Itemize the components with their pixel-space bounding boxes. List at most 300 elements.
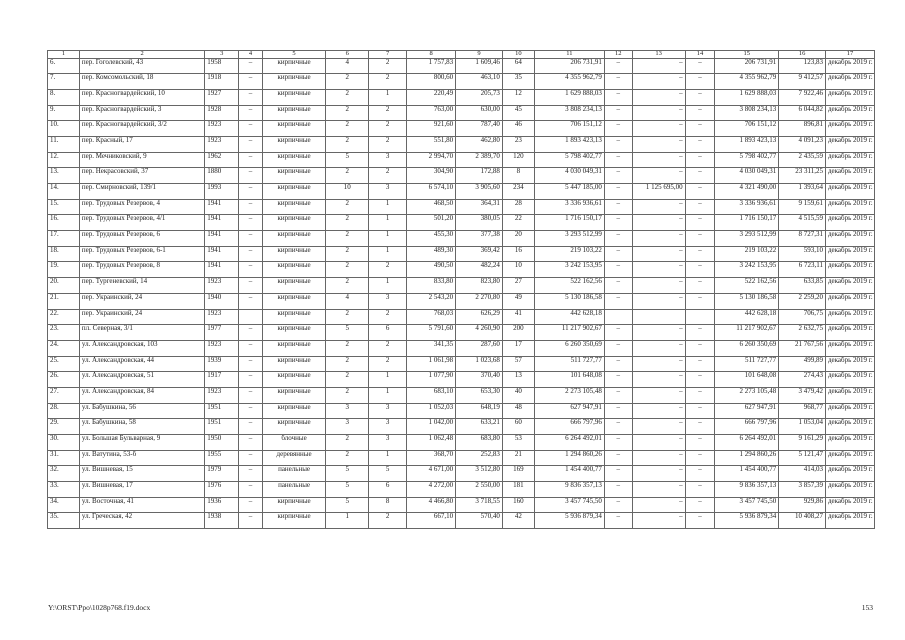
table-cell: 2 bbox=[326, 199, 369, 215]
table-cell: 205,73 bbox=[456, 89, 503, 105]
table-cell: 219 103,22 bbox=[534, 246, 604, 262]
column-header: 1 bbox=[48, 51, 80, 59]
table-cell: – bbox=[632, 450, 685, 466]
table-cell: 3 808 234,13 bbox=[534, 105, 604, 121]
table-cell: 1923 bbox=[205, 309, 239, 325]
table-cell: – bbox=[239, 435, 262, 451]
table-cell: – bbox=[239, 246, 262, 262]
table-cell: 4 030 049,31 bbox=[715, 168, 779, 184]
table-cell: 364,31 bbox=[456, 199, 503, 215]
table-cell: 511 727,77 bbox=[534, 356, 604, 372]
table-cell: 1 716 150,17 bbox=[715, 215, 779, 231]
table-cell: – bbox=[632, 403, 685, 419]
table-cell: декабрь 2019 г. bbox=[825, 356, 874, 372]
table-cell: 53 bbox=[502, 435, 534, 451]
table-cell: – bbox=[685, 513, 715, 529]
table-cell: 2 bbox=[326, 340, 369, 356]
table-cell: 522 162,56 bbox=[715, 278, 779, 294]
table-cell: декабрь 2019 г. bbox=[825, 278, 874, 294]
table-cell: 1923 bbox=[205, 136, 239, 152]
footer-file-path: Y:\ORST\Ppo\1028p768.f19.docx bbox=[48, 603, 151, 612]
table-cell: 2 bbox=[326, 278, 369, 294]
table-cell: кирпичные bbox=[262, 387, 326, 403]
table-cell: 4 272,00 bbox=[407, 482, 456, 498]
table-cell: блочные bbox=[262, 435, 326, 451]
table-cell: кирпичные bbox=[262, 121, 326, 137]
table-cell: 6 044,82 bbox=[779, 105, 826, 121]
table-cell: – bbox=[604, 419, 632, 435]
table-cell: 6. bbox=[48, 58, 80, 74]
table-cell: – bbox=[685, 199, 715, 215]
column-header: 9 bbox=[456, 51, 503, 59]
table-cell: 9. bbox=[48, 105, 80, 121]
table-cell bbox=[632, 309, 685, 325]
table-cell: 1940 bbox=[205, 293, 239, 309]
table-cell: – bbox=[239, 168, 262, 184]
table-cell: декабрь 2019 г. bbox=[825, 293, 874, 309]
table-cell: 489,30 bbox=[407, 246, 456, 262]
table-cell: 4 671,00 bbox=[407, 466, 456, 482]
table-cell: 7 922,46 bbox=[779, 89, 826, 105]
table-cell: 370,40 bbox=[456, 372, 503, 388]
table-cell: – bbox=[685, 74, 715, 90]
table-cell bbox=[239, 309, 262, 325]
table-cell: 833,80 bbox=[407, 278, 456, 294]
table-cell: 2 bbox=[326, 356, 369, 372]
table-cell: – bbox=[239, 340, 262, 356]
table-cell: декабрь 2019 г. bbox=[825, 246, 874, 262]
table-cell bbox=[685, 309, 715, 325]
table-cell: пер. Трудовых Резервов, 4 bbox=[79, 199, 204, 215]
table-cell: декабрь 2019 г. bbox=[825, 387, 874, 403]
table-cell: 2 bbox=[326, 450, 369, 466]
table-cell: кирпичные bbox=[262, 497, 326, 513]
table-cell: декабрь 2019 г. bbox=[825, 450, 874, 466]
table-cell: 22 bbox=[502, 215, 534, 231]
table-cell: пер. Красногвардейский, 3 bbox=[79, 105, 204, 121]
table-cell: – bbox=[604, 278, 632, 294]
table-cell: 6 264 492,01 bbox=[715, 435, 779, 451]
table-cell: 1941 bbox=[205, 199, 239, 215]
footer-page-number: 153 bbox=[861, 603, 873, 612]
table-cell: – bbox=[685, 58, 715, 74]
table-cell: декабрь 2019 г. bbox=[825, 184, 874, 200]
table-cell: 1918 bbox=[205, 74, 239, 90]
table-row bbox=[48, 184, 875, 200]
table-cell: – bbox=[685, 450, 715, 466]
table-cell: 23 311,25 bbox=[779, 168, 826, 184]
table-cell: 9 161,29 bbox=[779, 435, 826, 451]
table-cell: пер. Некрасовский, 37 bbox=[79, 168, 204, 184]
table-cell: 1958 bbox=[205, 58, 239, 74]
table-cell: – bbox=[239, 466, 262, 482]
table-cell: 1950 bbox=[205, 435, 239, 451]
table-cell: 3 857,39 bbox=[779, 482, 826, 498]
table-cell: 414,03 bbox=[779, 466, 826, 482]
table-cell: – bbox=[632, 293, 685, 309]
table-cell: – bbox=[632, 105, 685, 121]
table-cell: кирпичные bbox=[262, 372, 326, 388]
table-cell: – bbox=[685, 293, 715, 309]
table-cell: – bbox=[685, 105, 715, 121]
table-cell: – bbox=[604, 74, 632, 90]
table-cell: 490,50 bbox=[407, 262, 456, 278]
table-cell: 1 052,03 bbox=[407, 403, 456, 419]
table-cell: пер. Тургеневский, 14 bbox=[79, 278, 204, 294]
table-cell: декабрь 2019 г. bbox=[825, 199, 874, 215]
table-cell: – bbox=[604, 215, 632, 231]
table-cell: 499,89 bbox=[779, 356, 826, 372]
table-cell: 17 bbox=[502, 340, 534, 356]
table-cell: 5 bbox=[326, 497, 369, 513]
table-cell: кирпичные bbox=[262, 325, 326, 341]
table-cell: 20 bbox=[502, 231, 534, 247]
table-cell: – bbox=[632, 372, 685, 388]
table-cell: кирпичные bbox=[262, 199, 326, 215]
table-cell: 1 061,98 bbox=[407, 356, 456, 372]
table-cell: 2 bbox=[368, 136, 406, 152]
table-cell: ул. Ватутина, 53-б bbox=[79, 450, 204, 466]
table-cell: – bbox=[632, 387, 685, 403]
table-cell: декабрь 2019 г. bbox=[825, 513, 874, 529]
table-cell: – bbox=[632, 356, 685, 372]
table-cell: – bbox=[604, 450, 632, 466]
table-cell: – bbox=[604, 246, 632, 262]
table-cell: 13. bbox=[48, 168, 80, 184]
table-header bbox=[48, 51, 875, 59]
table-cell: 1 294 860,26 bbox=[534, 450, 604, 466]
table-cell: ул. Александровская, 103 bbox=[79, 340, 204, 356]
table-cell: 3 bbox=[368, 403, 406, 419]
table-cell: 40 bbox=[502, 387, 534, 403]
table-cell: 1923 bbox=[205, 387, 239, 403]
table-cell: 463,10 bbox=[456, 74, 503, 90]
table-cell: пер. Украинский, 24 bbox=[79, 293, 204, 309]
table-cell: 28. bbox=[48, 403, 80, 419]
table-cell: 287,60 bbox=[456, 340, 503, 356]
table-cell: – bbox=[604, 89, 632, 105]
table-cell: 1941 bbox=[205, 246, 239, 262]
table-cell: 57 bbox=[502, 356, 534, 372]
table-cell: кирпичные bbox=[262, 403, 326, 419]
table-cell: 1 bbox=[368, 199, 406, 215]
table-cell: – bbox=[685, 89, 715, 105]
table-cell: 3 bbox=[368, 152, 406, 168]
table-cell: 1 125 695,00 bbox=[632, 184, 685, 200]
table-cell: – bbox=[239, 74, 262, 90]
table-cell: 200 bbox=[502, 325, 534, 341]
table-cell: – bbox=[604, 58, 632, 74]
table-cell: 219 103,22 bbox=[715, 246, 779, 262]
table-cell: 1 893 423,13 bbox=[534, 136, 604, 152]
table-cell: 8. bbox=[48, 89, 80, 105]
column-header: 5 bbox=[262, 51, 326, 59]
table-cell: 27 bbox=[502, 278, 534, 294]
table-cell: декабрь 2019 г. bbox=[825, 231, 874, 247]
table-cell: – bbox=[685, 497, 715, 513]
table-cell: – bbox=[632, 168, 685, 184]
table-cell: – bbox=[239, 136, 262, 152]
table-cell: 1923 bbox=[205, 121, 239, 137]
table-cell: 49 bbox=[502, 293, 534, 309]
table-row bbox=[48, 121, 875, 137]
table-cell: 593,10 bbox=[779, 246, 826, 262]
table-cell: 206 731,91 bbox=[715, 58, 779, 74]
table-cell: – bbox=[685, 403, 715, 419]
table-cell: – bbox=[685, 246, 715, 262]
table-cell: 3 457 745,50 bbox=[534, 497, 604, 513]
table-cell: – bbox=[604, 231, 632, 247]
table-cell: – bbox=[685, 121, 715, 137]
table-row bbox=[48, 325, 875, 341]
table-row bbox=[48, 356, 875, 372]
table-cell: 11 217 902,67 bbox=[534, 325, 604, 341]
table-cell: – bbox=[604, 168, 632, 184]
table-cell: 1939 bbox=[205, 356, 239, 372]
table-cell: 823,80 bbox=[456, 278, 503, 294]
table-cell: 6 260 350,69 bbox=[534, 340, 604, 356]
table-cell: – bbox=[632, 435, 685, 451]
table-cell: декабрь 2019 г. bbox=[825, 497, 874, 513]
table-cell: – bbox=[632, 58, 685, 74]
table-cell: – bbox=[239, 403, 262, 419]
table-cell: 2 435,59 bbox=[779, 152, 826, 168]
table-cell: кирпичные bbox=[262, 293, 326, 309]
table-cell: 23 bbox=[502, 136, 534, 152]
table-row bbox=[48, 74, 875, 90]
table-cell: 2 bbox=[368, 105, 406, 121]
table-cell: – bbox=[604, 482, 632, 498]
table-cell: кирпичные bbox=[262, 278, 326, 294]
table-cell: декабрь 2019 г. bbox=[825, 372, 874, 388]
table-cell: 2 bbox=[326, 215, 369, 231]
table-cell: 16. bbox=[48, 215, 80, 231]
table-cell: 1923 bbox=[205, 278, 239, 294]
table-cell: 15. bbox=[48, 199, 80, 215]
table-cell: 2 bbox=[368, 168, 406, 184]
table-row bbox=[48, 168, 875, 184]
table-cell: 1 bbox=[326, 513, 369, 529]
table-cell: 1 042,00 bbox=[407, 419, 456, 435]
table-cell: ул. Бабушкина, 56 bbox=[79, 403, 204, 419]
table-cell: кирпичные bbox=[262, 231, 326, 247]
table-cell: 648,19 bbox=[456, 403, 503, 419]
table-cell: 501,20 bbox=[407, 215, 456, 231]
table-cell: декабрь 2019 г. bbox=[825, 482, 874, 498]
table-cell: ул. Бабушкина, 58 bbox=[79, 419, 204, 435]
table-cell: 1 629 888,03 bbox=[534, 89, 604, 105]
table-cell: 763,00 bbox=[407, 105, 456, 121]
table-cell: 4 260,90 bbox=[456, 325, 503, 341]
table-cell: ул. Греческая, 42 bbox=[79, 513, 204, 529]
table-cell: 35 bbox=[502, 74, 534, 90]
table-cell: – bbox=[685, 278, 715, 294]
table-cell: 2 bbox=[326, 435, 369, 451]
table-cell: декабрь 2019 г. bbox=[825, 419, 874, 435]
table-cell: – bbox=[632, 466, 685, 482]
table-cell: – bbox=[685, 356, 715, 372]
table-cell: 101 648,08 bbox=[715, 372, 779, 388]
table-cell: 1917 bbox=[205, 372, 239, 388]
table-cell: 10 408,27 bbox=[779, 513, 826, 529]
table-cell: – bbox=[239, 89, 262, 105]
table-cell: 1951 bbox=[205, 403, 239, 419]
table-cell: 1941 bbox=[205, 215, 239, 231]
table-cell: 482,24 bbox=[456, 262, 503, 278]
table-cell: 30. bbox=[48, 435, 80, 451]
table-cell: 1 bbox=[368, 231, 406, 247]
table-row bbox=[48, 340, 875, 356]
table-cell: 787,40 bbox=[456, 121, 503, 137]
table-cell: 1927 bbox=[205, 89, 239, 105]
table-row bbox=[48, 419, 875, 435]
table-cell: 10 bbox=[502, 262, 534, 278]
table-row bbox=[48, 58, 875, 74]
table-row bbox=[48, 497, 875, 513]
table-cell: декабрь 2019 г. bbox=[825, 403, 874, 419]
table-cell: 468,50 bbox=[407, 199, 456, 215]
table-cell: – bbox=[604, 387, 632, 403]
table-cell: 4 bbox=[326, 58, 369, 74]
table-cell: – bbox=[239, 482, 262, 498]
table-cell: 35. bbox=[48, 513, 80, 529]
table-cell: пер. Гоголевский, 43 bbox=[79, 58, 204, 74]
table-cell: 172,88 bbox=[456, 168, 503, 184]
table-cell: 4 091,23 bbox=[779, 136, 826, 152]
table-cell: кирпичные bbox=[262, 74, 326, 90]
column-header: 4 bbox=[239, 51, 262, 59]
table-cell: панельные bbox=[262, 482, 326, 498]
table-cell: 2 bbox=[368, 121, 406, 137]
table-cell: 653,30 bbox=[456, 387, 503, 403]
table-cell: 2 bbox=[326, 105, 369, 121]
table-cell: 2 bbox=[368, 513, 406, 529]
table-cell: 14. bbox=[48, 184, 80, 200]
table-cell: 2 bbox=[326, 168, 369, 184]
table-cell: 123,83 bbox=[779, 58, 826, 74]
table-cell: 2 bbox=[368, 74, 406, 90]
table-cell: 10. bbox=[48, 121, 80, 137]
table-cell: 3 bbox=[368, 184, 406, 200]
table-cell: 7. bbox=[48, 74, 80, 90]
table-cell: 5 130 186,58 bbox=[715, 293, 779, 309]
table-cell: 633,21 bbox=[456, 419, 503, 435]
table-cell: 2 bbox=[368, 262, 406, 278]
table-cell: 22. bbox=[48, 309, 80, 325]
table-cell: – bbox=[632, 215, 685, 231]
table-cell: – bbox=[604, 340, 632, 356]
table-cell: 1941 bbox=[205, 231, 239, 247]
table-cell: 2 994,70 bbox=[407, 152, 456, 168]
table-cell: – bbox=[685, 435, 715, 451]
table-cell: 2 bbox=[326, 136, 369, 152]
table-cell: 2 550,00 bbox=[456, 482, 503, 498]
table-cell: 1 bbox=[368, 387, 406, 403]
table-row bbox=[48, 278, 875, 294]
table-cell: пер. Красный, 17 bbox=[79, 136, 204, 152]
table-cell: 1 609,46 bbox=[456, 58, 503, 74]
table-cell: кирпичные bbox=[262, 356, 326, 372]
table-cell: 2 389,70 bbox=[456, 152, 503, 168]
table-body bbox=[48, 58, 875, 529]
table-cell: – bbox=[632, 419, 685, 435]
table-cell: – bbox=[604, 513, 632, 529]
table-cell: – bbox=[239, 105, 262, 121]
table-cell: – bbox=[239, 513, 262, 529]
table-cell: 5 bbox=[326, 325, 369, 341]
table-cell: пер. Мечниковский, 9 bbox=[79, 152, 204, 168]
table-cell: 2 bbox=[368, 356, 406, 372]
table-cell: 1 716 150,17 bbox=[534, 215, 604, 231]
table-cell: 368,70 bbox=[407, 450, 456, 466]
table-row bbox=[48, 309, 875, 325]
table-cell: 3 bbox=[326, 403, 369, 419]
table-cell: 369,42 bbox=[456, 246, 503, 262]
table-cell: 181 bbox=[502, 482, 534, 498]
table-cell: 1977 bbox=[205, 325, 239, 341]
table-cell: кирпичные bbox=[262, 419, 326, 435]
table-cell: 1928 bbox=[205, 105, 239, 121]
table-cell: ул. Александровская, 44 bbox=[79, 356, 204, 372]
table-cell: – bbox=[685, 466, 715, 482]
table-cell: – bbox=[632, 136, 685, 152]
table-cell: – bbox=[632, 231, 685, 247]
table-cell: кирпичные bbox=[262, 105, 326, 121]
table-cell: ул. Восточная, 41 bbox=[79, 497, 204, 513]
table-cell: декабрь 2019 г. bbox=[825, 215, 874, 231]
table-cell: – bbox=[685, 372, 715, 388]
table-cell: 5 791,60 bbox=[407, 325, 456, 341]
table-row bbox=[48, 231, 875, 247]
table-cell: – bbox=[239, 215, 262, 231]
column-header: 17 bbox=[825, 51, 874, 59]
table-cell: 33. bbox=[48, 482, 80, 498]
column-header: 13 bbox=[632, 51, 685, 59]
table-cell: 1 bbox=[368, 89, 406, 105]
table-cell: 2 bbox=[368, 309, 406, 325]
table-cell: 2 bbox=[326, 372, 369, 388]
table-cell: 2 bbox=[326, 121, 369, 137]
table-cell: 9 159,61 bbox=[779, 199, 826, 215]
table-cell: 220,49 bbox=[407, 89, 456, 105]
table-cell: 341,35 bbox=[407, 340, 456, 356]
table-cell: 4 515,59 bbox=[779, 215, 826, 231]
table-cell: 21 767,56 bbox=[779, 340, 826, 356]
register-table bbox=[47, 50, 875, 529]
table-cell: 630,00 bbox=[456, 105, 503, 121]
table-cell: кирпичные bbox=[262, 513, 326, 529]
table-cell: 462,80 bbox=[456, 136, 503, 152]
table-cell: 12 bbox=[502, 89, 534, 105]
table-cell: 6 260 350,69 bbox=[715, 340, 779, 356]
table-cell: декабрь 2019 г. bbox=[825, 435, 874, 451]
table-cell: 522 162,56 bbox=[534, 278, 604, 294]
column-header: 16 bbox=[779, 51, 826, 59]
table-cell: 2 bbox=[326, 231, 369, 247]
table-cell: 3 479,42 bbox=[779, 387, 826, 403]
table-cell: 1 bbox=[368, 246, 406, 262]
table-cell: – bbox=[632, 262, 685, 278]
table-cell: 1 294 860,26 bbox=[715, 450, 779, 466]
table-cell: 3 336 936,61 bbox=[534, 199, 604, 215]
table-cell: 120 bbox=[502, 152, 534, 168]
table-cell: 19. bbox=[48, 262, 80, 278]
table-cell: ул. Вишневая, 17 bbox=[79, 482, 204, 498]
table-cell: 3 512,80 bbox=[456, 466, 503, 482]
table-cell: 6 bbox=[368, 325, 406, 341]
table-cell: панельные bbox=[262, 466, 326, 482]
table-cell: 101 648,08 bbox=[534, 372, 604, 388]
